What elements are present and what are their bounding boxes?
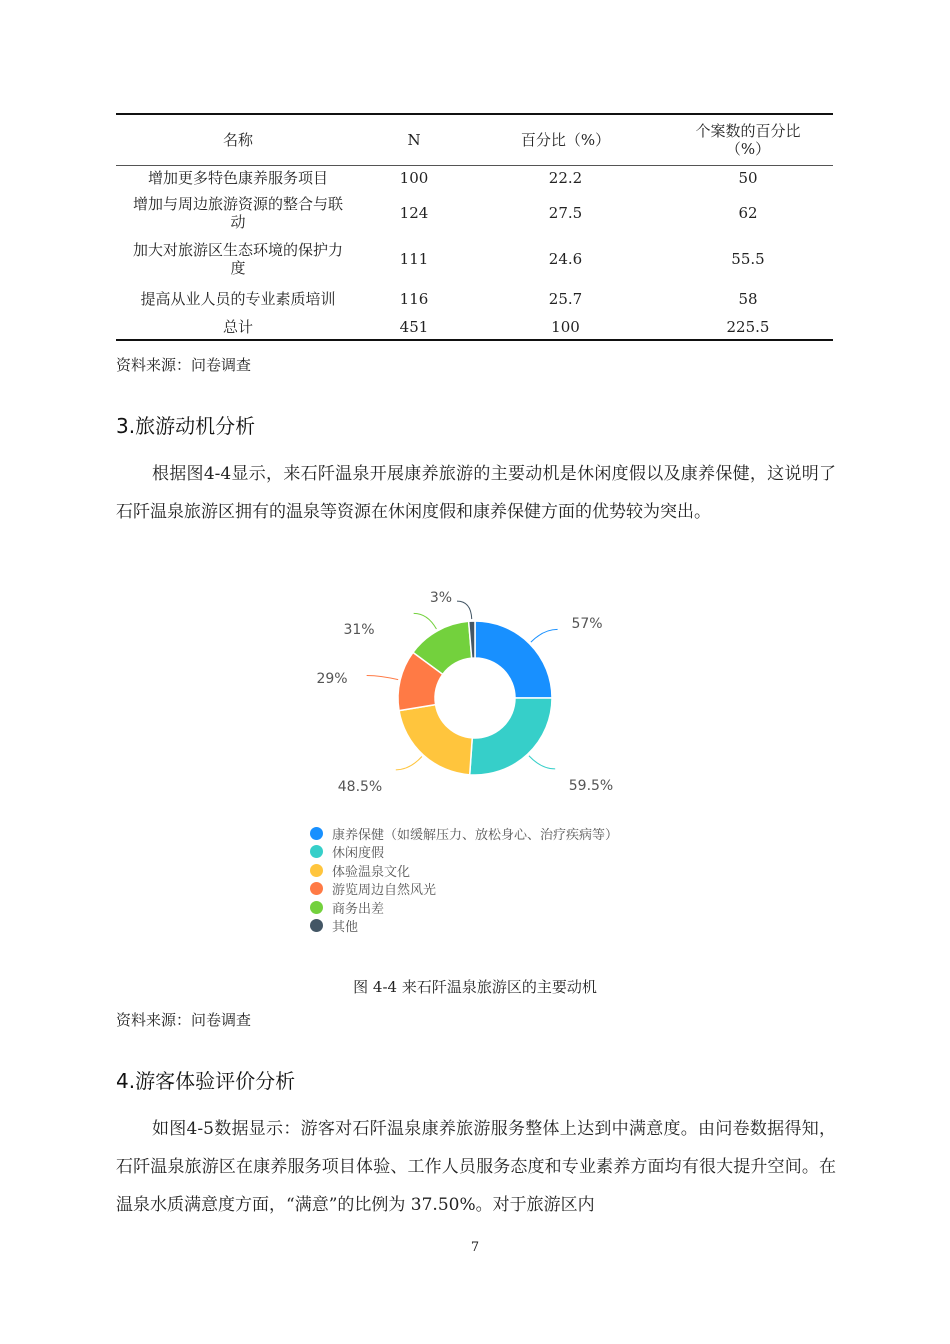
slice-label: 59.5%: [568, 778, 614, 794]
leader-line: [529, 756, 555, 769]
leader-line: [396, 756, 422, 769]
slice-label: 48.5%: [337, 779, 383, 795]
cell-case-percent: 62: [738, 204, 758, 222]
table-row: [116, 282, 833, 315]
legend-label: 游览周边自然风光: [332, 883, 437, 899]
data-table: [116, 113, 833, 341]
donut-slice: [399, 705, 472, 775]
table-row: [116, 190, 833, 236]
section-4-paragraph: 如图4-5数据显示：游客对石阡温泉康养旅游服务整体上达到中满意度。由问卷数据得知，石阡温泉旅游区在康养服务项目体验、工作人员服务态度和专业素养方面均有很大提升空间。在温泉水质满意度方面，“满意”的比例为 37.50%。对于旅游区内: [116, 1119, 836, 1215]
header-name: 名称: [222, 130, 253, 149]
cell-n: 111: [399, 250, 429, 268]
table-row: [116, 165, 833, 190]
section-4-heading: 4.游客体验评价分析: [116, 1069, 296, 1093]
cell-percent: 27.5: [548, 204, 583, 222]
cell-case-percent: 58: [738, 289, 758, 308]
leader-line: [457, 601, 472, 619]
cell-name: 增加与周边旅游资源的整合与联动: [132, 195, 343, 231]
cell-case-percent: 55.5: [731, 250, 765, 268]
legend-dot-icon: [310, 845, 323, 858]
cell-n: 124: [399, 204, 429, 222]
figure-source: 资料来源：问卷调查: [116, 1011, 252, 1029]
slice-label: 3%: [429, 590, 453, 606]
cell-percent: 100: [551, 318, 580, 336]
legend-dot-icon: [310, 901, 323, 914]
legend-item: [310, 880, 618, 899]
section-3-heading: 3.旅游动机分析: [116, 414, 256, 438]
legend-dot-icon: [310, 827, 323, 840]
donut-chart: [300, 580, 660, 810]
slice-label: 57%: [571, 616, 603, 632]
leader-line: [531, 629, 558, 642]
cell-name: 提高从业人员的专业素质培训: [140, 289, 336, 308]
cell-case-percent: 50: [738, 168, 758, 187]
cell-case-percent: 225.5: [726, 318, 770, 336]
figure-caption: 图 4-4 来石阡温泉旅游区的主要动机: [353, 978, 597, 996]
donut-slice: [475, 621, 552, 698]
legend-item: [310, 843, 618, 862]
legend-item: [310, 898, 618, 917]
header-case-percent: 个案数的百分比（%）: [695, 121, 801, 158]
cell-percent: 22.2: [548, 168, 583, 187]
table-source: 资料来源：问卷调查: [116, 356, 252, 374]
table-header-row: [116, 114, 833, 165]
legend-label: 体验温泉文化: [332, 864, 411, 880]
leader-line: [367, 675, 399, 679]
donut-slice: [470, 698, 552, 775]
cell-percent: 24.6: [548, 250, 583, 268]
page-number: 7: [470, 1240, 480, 1255]
cell-n: 116: [399, 289, 429, 308]
legend-label: 康养保健（如缓解压力、放松身心、治疗疾病等）: [332, 827, 619, 843]
table-row-total: [116, 315, 833, 340]
slice-label: 29%: [316, 671, 348, 687]
section-3-paragraph: 根据图4-4显示，来石阡温泉开展康养旅游的主要动机是休闲度假以及康养保健，这说明了石阡温泉旅游区拥有的温泉等资源在休闲度假和康养保健方面的优势较为突出。: [116, 464, 836, 522]
table-row: [116, 236, 833, 282]
legend-item: [310, 917, 618, 936]
cell-percent: 25.7: [548, 289, 583, 308]
cell-name: 增加更多特色康养服务项目: [147, 168, 328, 187]
legend-dot-icon: [310, 882, 323, 895]
legend-item: [310, 824, 618, 843]
legend-label: 其他: [332, 920, 359, 936]
legend-label: 休闲度假: [332, 846, 385, 862]
legend-label: 商务出差: [332, 901, 385, 917]
cell-name: 总计: [222, 318, 253, 336]
cell-name: 加大对旅游区生态环境的保护力度: [132, 241, 343, 277]
cell-n: 100: [399, 168, 429, 187]
cell-n: 451: [399, 318, 429, 336]
leader-line: [414, 613, 437, 629]
legend-dot-icon: [310, 919, 323, 932]
legend-item: [310, 861, 618, 880]
chart-legend: [310, 824, 618, 935]
header-n: N: [407, 130, 421, 149]
slice-label: 31%: [343, 622, 375, 638]
legend-dot-icon: [310, 864, 323, 877]
header-percent: 百分比（%）: [520, 130, 611, 149]
